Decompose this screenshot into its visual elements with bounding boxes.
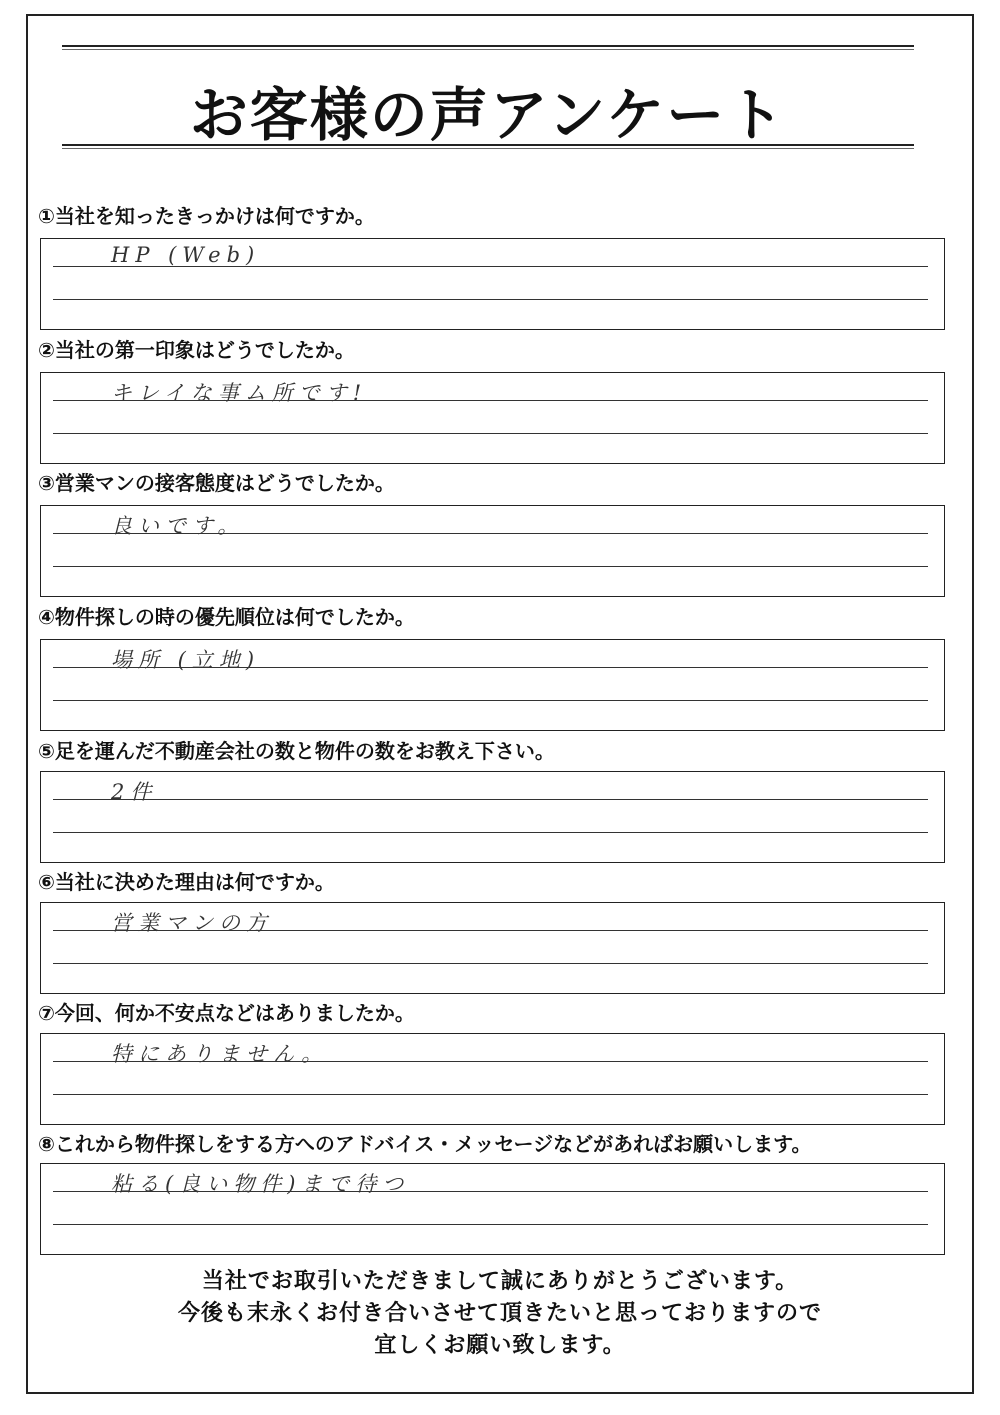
answer-line — [53, 266, 928, 267]
answer-line — [53, 930, 928, 931]
question-1-label: ①当社を知ったきっかけは何ですか。 — [38, 204, 375, 228]
answer-line — [53, 566, 928, 567]
question-8-label: ⑧これから物件探しをする方へのアドバイス・メッセージなどがあればお願いします。 — [38, 1132, 812, 1156]
answer-box-6[interactable] — [40, 902, 945, 994]
answer-line — [53, 433, 928, 434]
answer-4-text: 場所 (立地) — [111, 648, 261, 672]
question-3-label: ③営業マンの接客態度はどうでしたか。 — [38, 471, 395, 495]
answer-line — [53, 1224, 928, 1225]
question-7-label: ⑦今回、何か不安点などはありましたか。 — [38, 1001, 415, 1025]
answer-2-text: キレイな事ム所です! — [111, 381, 368, 405]
answer-3-text: 良いです。 — [111, 514, 245, 538]
answer-5-text: 2件 — [111, 780, 158, 804]
answer-box-8[interactable] — [40, 1163, 945, 1255]
answer-8-text: 粘る(良い物件)まで待つ — [111, 1172, 410, 1196]
answer-line — [53, 700, 928, 701]
answer-6-text: 営業マンの方 — [111, 911, 273, 935]
question-6-label: ⑥当社に決めた理由は何ですか。 — [38, 870, 335, 894]
page-title: お客様の声アンケート — [189, 81, 787, 149]
question-2-label: ②当社の第一印象はどうでしたか。 — [38, 338, 355, 362]
answer-line — [53, 400, 928, 401]
answer-box-2[interactable] — [40, 372, 945, 464]
answer-line — [53, 1191, 928, 1192]
answer-box-1[interactable] — [40, 238, 945, 330]
closing-line-2: 今後も末永くお付き合いさせて頂きたいと思っておりますので — [177, 1301, 822, 1326]
answer-box-4[interactable] — [40, 639, 945, 731]
answer-1-text: HP (Web) — [111, 243, 261, 267]
title-area — [62, 40, 914, 155]
answer-line — [53, 963, 928, 964]
answer-box-3[interactable] — [40, 505, 945, 597]
answer-line — [53, 1094, 928, 1095]
title-rule-top — [62, 45, 914, 50]
title-rule-bottom — [62, 144, 914, 149]
answer-box-5[interactable] — [40, 771, 945, 863]
answer-line — [53, 667, 928, 668]
question-5-label: ⑤足を運んだ不動産会社の数と物件の数をお教え下さい。 — [38, 739, 555, 763]
answer-line — [53, 832, 928, 833]
answer-line — [53, 533, 928, 534]
closing-line-3: 宜しくお願い致します。 — [374, 1333, 626, 1358]
question-4-label: ④物件探しの時の優先順位は何でしたか。 — [38, 605, 415, 629]
answer-line — [53, 299, 928, 300]
answer-line — [53, 1061, 928, 1062]
answer-line — [53, 799, 928, 800]
answer-box-7[interactable] — [40, 1033, 945, 1125]
answer-7-text: 特にありません。 — [111, 1042, 329, 1066]
closing-line-1: 当社でお取引いただきまして誠にありがとうございます。 — [201, 1269, 799, 1294]
